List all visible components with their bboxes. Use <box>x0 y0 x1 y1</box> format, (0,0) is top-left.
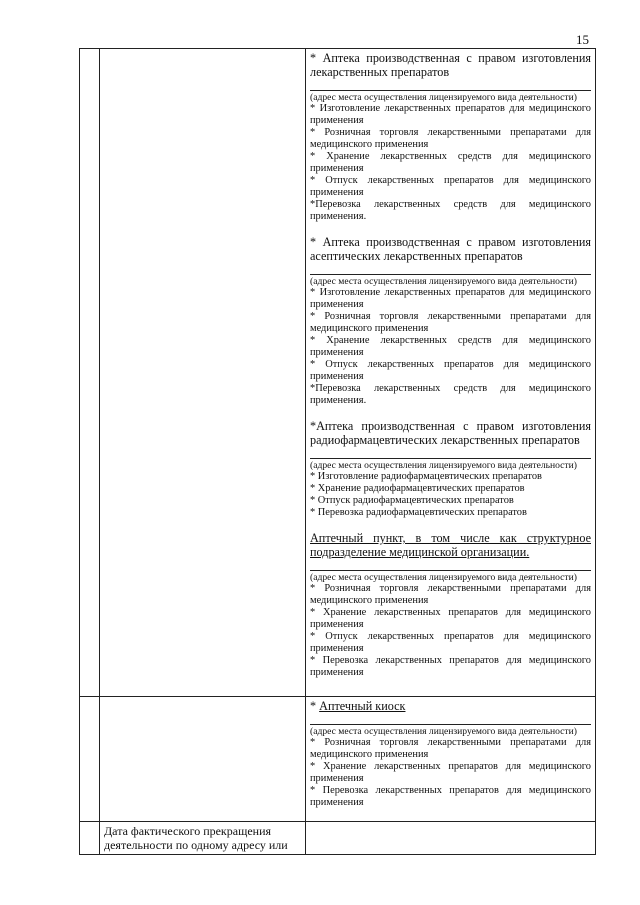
activity-item: * Розничная торговля лекарственными препаратами для медицинского применения <box>310 127 591 150</box>
page-number: 15 <box>576 32 589 47</box>
activity-item: * Перевозка радиофармацевтических препаратов <box>310 507 527 518</box>
address-note: (адрес места осуществления лицензируемого вида деятельности) <box>310 92 577 103</box>
activity-item: * Отпуск лекарственных препаратов для медицинского применения <box>310 175 591 198</box>
table-row <box>80 697 596 822</box>
kiosk-block <box>306 697 595 809</box>
activity-item: * Розничная торговля лекарственными препаратами для медицинского применения <box>310 311 591 334</box>
activity-block <box>310 531 591 679</box>
activity-item: *Перевозка лекарственных средств для медицинского применения. <box>310 383 591 406</box>
activity-item: *Перевозка лекарственных средств для медицинского применения. <box>310 199 591 222</box>
activity-item: * Изготовление лекарственных препаратов для медицинского применения <box>310 103 591 126</box>
value-cell <box>306 822 596 855</box>
activity-item: * Изготовление лекарственных препаратов для медицинского применения <box>310 287 591 310</box>
address-note: (адрес места осуществления лицензируемого вида деятельности) <box>310 726 577 737</box>
address-fill-line <box>310 449 591 459</box>
termination-date-label: Дата фактического прекращения деятельности по одному адресу или <box>104 824 288 852</box>
block-header: *Аптека производственная с правом изготовления радиофармацевтических лекарственных препаратов <box>310 419 591 447</box>
license-table <box>79 48 596 855</box>
activity-cell <box>306 49 596 697</box>
row-number-cell <box>80 697 100 822</box>
address-note: (адрес места осуществления лицензируемого вида деятельности) <box>310 460 577 471</box>
table-row <box>80 49 596 697</box>
activity-item: * Хранение лекарственных препаратов для медицинского применения <box>310 607 591 630</box>
row-number-cell <box>80 822 100 855</box>
block-header: * Аптека производственная с правом изготовления асептических лекарственных препаратов <box>310 235 591 263</box>
activity-item: * Перевозка лекарственных препаратов для медицинского применения <box>310 655 591 678</box>
block-header-prefix: * <box>310 699 320 713</box>
row-number-cell <box>80 49 100 697</box>
activity-item: * Отпуск радиофармацевтических препаратов <box>310 495 514 506</box>
address-fill-line <box>310 561 591 571</box>
activity-item: * Хранение лекарственных препаратов для медицинского применения <box>310 761 591 784</box>
kiosk-items <box>310 737 591 809</box>
address-fill-line <box>310 265 591 275</box>
block-header: * Аптека производственная с правом изготовления лекарственных препаратов <box>310 51 591 79</box>
address-note: (адрес места осуществления лицензируемого вида деятельности) <box>310 572 577 583</box>
block-header <box>310 699 591 713</box>
activity-item: * Розничная торговля лекарственными препаратами для медицинского применения <box>310 737 591 760</box>
block-header: Аптечный пункт, в том числе как структурное подразделение медицинской организации. <box>310 531 591 559</box>
activity-list <box>306 49 595 679</box>
activity-item: * Хранение лекарственных средств для медицинского применения <box>310 151 591 174</box>
address-note: (адрес места осуществления лицензируемого вида деятельности) <box>310 276 577 287</box>
activity-item: * Перевозка лекарственных препаратов для медицинского применения <box>310 785 591 808</box>
activity-item: * Отпуск лекарственных препаратов для медицинского применения <box>310 631 591 654</box>
row-label-cell <box>100 697 306 822</box>
activity-item: * Изготовление радиофармацевтических препаратов <box>310 471 542 482</box>
activity-block <box>310 419 591 519</box>
activity-block <box>310 51 591 223</box>
address-fill-line <box>310 715 591 725</box>
row-label-cell <box>100 822 306 855</box>
address-fill-line <box>310 81 591 91</box>
table-row <box>80 822 596 855</box>
activity-item: * Отпуск лекарственных препаратов для медицинского применения <box>310 359 591 382</box>
activity-item: * Розничная торговля лекарственными препаратами для медицинского применения <box>310 583 591 606</box>
activity-item: * Хранение лекарственных средств для медицинского применения <box>310 335 591 358</box>
activity-item: * Хранение радиофармацевтических препаратов <box>310 483 525 494</box>
activity-cell <box>306 697 596 822</box>
row-label-cell <box>100 49 306 697</box>
activity-block <box>310 235 591 407</box>
block-header-title: Аптечный киоск <box>319 699 406 713</box>
